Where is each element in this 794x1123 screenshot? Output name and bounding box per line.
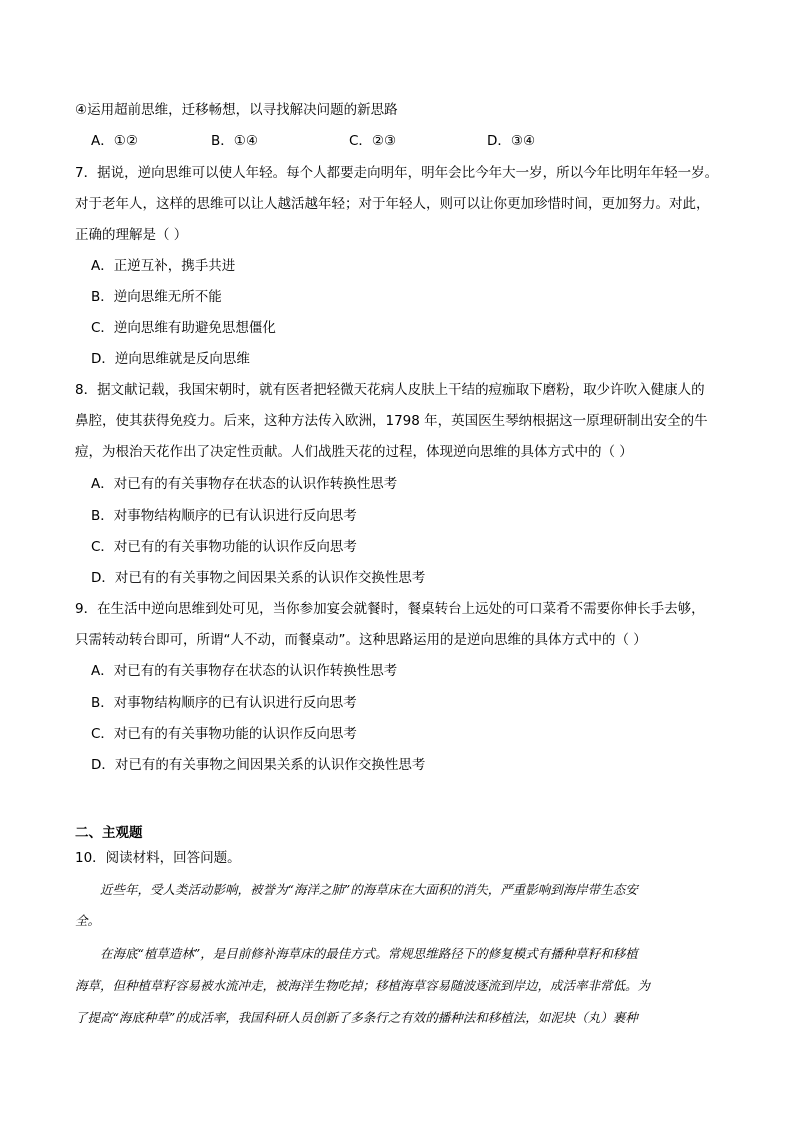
section-title: 二、主观题	[75, 825, 143, 841]
q8-line-3: 痘，为根治天花作出了决定性贡献。人们战胜天花的过程，体现逆向思维的具体方式中的（ ）	[75, 444, 633, 460]
q9-option-b: B．对事物结构顺序的已有认识进行反向思考	[91, 695, 357, 711]
material-line-3: 在海底“植草造林”，是目前修补海草床的最佳方式。常规思维路径下的修复模式有播种草籽和移植	[75, 946, 638, 961]
q10-prompt: 10．阅读材料，回答问题。	[75, 850, 241, 866]
material-line-1: 近些年，受人类活动影响，被誉为“海洋之肺”的海草床在大面积的消失，严重影响到海岸带生态安	[75, 882, 638, 897]
q7-line-2: 对于老年人，这样的思维可以让人越活越年轻；对于年轻人，则可以让你更加珍惜时间，更加努力。对此，	[75, 196, 710, 212]
q7-option-d: D．逆向思维就是反向思维	[91, 351, 250, 367]
choice-d: D．③④	[487, 133, 536, 149]
q9-option-d: D．对已有的有关事物之间因果关系的认识作交换性思考	[91, 757, 426, 773]
q8-line-1: 8．据文献记载，我国宋朝时，就有医者把轻微天花病人皮肤上干结的痘痂取下磨粉，取少许吹入健康人的	[75, 382, 705, 398]
q9-line-1: 9．在生活中逆向思维到处可见，当你参加宴会就餐时，餐桌转台上远处的可口菜肴不需要你伸长手去够，	[75, 601, 705, 617]
material-line-5: 了提高“海底种草”的成活率，我国科研人员创新了多条行之有效的播种法和移植法，如泥块（丸）裹种	[75, 1010, 638, 1025]
material-line-4: 海草，但种植草籽容易被水流冲走，被海洋生物吃掉；移植海草容易随波逐流到岸边，成活率非常低。为	[75, 978, 651, 993]
q8-option-a: A．对已有的有关事物存在状态的认识作转换性思考	[91, 476, 398, 492]
choice-b: B．①④	[211, 133, 258, 149]
q9-option-c: C．对已有的有关事物功能的认识作反向思考	[91, 726, 357, 742]
q7-line-3: 正确的理解是（ ）	[75, 227, 188, 243]
q8-option-b: B．对事物结构顺序的已有认识进行反向思考	[91, 508, 357, 524]
q7-option-c: C．逆向思维有助避免思想僵化	[91, 320, 276, 336]
q7-option-b: B．逆向思维无所不能	[91, 289, 222, 305]
q8-option-c: C．对已有的有关事物功能的认识作反向思考	[91, 539, 357, 555]
q6-option-4: ④运用超前思维，迁移畅想，以寻找解决问题的新思路	[75, 102, 398, 118]
choice-a: A．①②	[91, 133, 138, 149]
q7-line-1: 7．据说，逆向思维可以使人年轻。每个人都要走向明年，明年会比今年大一岁，所以今年比明年年轻一岁。	[75, 165, 719, 181]
q9-line-2: 只需转动转台即可，所谓“人不动，而餐桌动”。这种思路运用的是逆向思维的具体方式中的（ ）	[75, 632, 647, 648]
choice-c: C．②③	[349, 133, 397, 149]
q8-option-d: D．对已有的有关事物之间因果关系的认识作交换性思考	[91, 570, 426, 586]
q7-option-a: A．正逆互补，携手共进	[91, 258, 236, 274]
material-line-2: 全。	[75, 913, 101, 928]
q8-line-2: 鼻腔，使其获得免疫力。后来，这种方法传入欧洲，1798 年，英国医生琴纳根据这一原理研制出安全的牛	[75, 413, 708, 429]
q9-option-a: A．对已有的有关事物存在状态的认识作转换性思考	[91, 663, 398, 679]
